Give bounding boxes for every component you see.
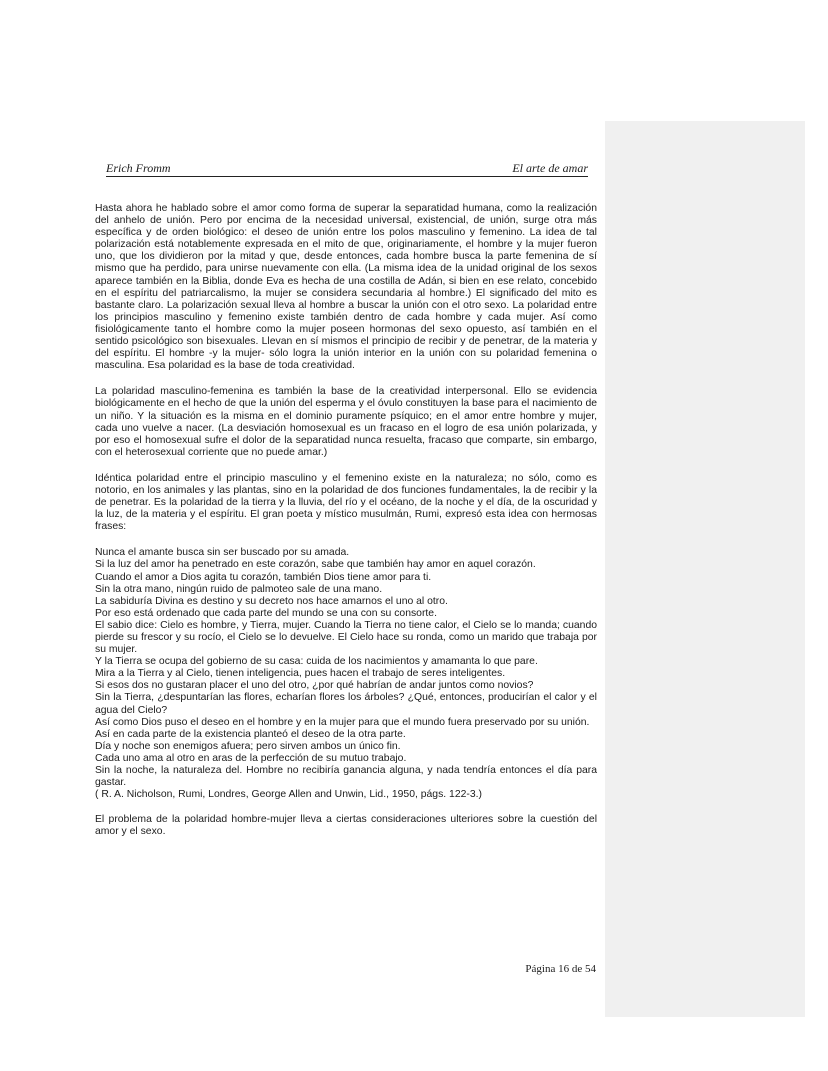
poem-line: Día y noche son enemigos afuera; pero sirven ambos un único fin. [95, 740, 401, 752]
poem-line: La sabiduría Divina es destino y su decreto nos hace amarnos el uno al otro. [95, 595, 448, 607]
page-body [95, 203, 597, 853]
poem-line: Así en cada parte de la existencia planteó el deseo de la otra parte. [95, 728, 406, 740]
poem-line: Si esos dos no gustaran placer el uno del otro, ¿por qué habrían de andar juntos como novios? [95, 680, 534, 692]
poem-line: Si la luz del amor ha penetrado en este corazón, sabe que también hay amor en aquel corazón. [95, 559, 536, 571]
header-book-title: El arte de amar [512, 161, 588, 175]
citation: ( R. A. Nicholson, Rumi, Londres, George Allen and Unwin, Lid., 1950, págs. 122-3.) [95, 789, 482, 801]
poem-line: Sin la otra mano, ningún ruido de palmoteo sale de una mano. [95, 583, 383, 595]
poem-line: Nunca el amante busca sin ser buscado por su amada. [95, 547, 350, 559]
poem-line: El sabio dice: Cielo es hombre, y Tierra, mujer. Cuando la Tierra no tiene calor, el Cielo se lo manda; cuando pierde su frescor y su rocío, el Cielo se lo devuelve. El Cielo hace su ronda, como un marido que trabaja por su mujer. [95, 619, 597, 656]
paragraph: Idéntica polaridad entre el principio masculino y el femenino existe en la naturaleza; no sólo, como es notorio, en los animales y las plantas, sino en la polaridad de dos funciones fundamentales, la de recibir y la de penetrar. Es la polaridad de la tierra y la lluvia, del río y el océano, de la noche y el día, de la oscuridad y la luz, de la materia y el espíritu. El gran poeta y místico musulmán, Rumi, expresó esta idea con hermosas frases: [95, 472, 597, 533]
poem-line: Mira a la Tierra y al Cielo, tienen inteligencia, pues hacen el trabajo de seres inteligentes. [95, 668, 506, 680]
poem-line: Y la Tierra se ocupa del gobierno de su casa: cuida de los nacimientos y amamanta lo que pare. [95, 656, 538, 668]
poem-line: Sin la noche, la naturaleza del. Hombre no recibiría ganancia alguna, y nada tendría entonces el día para gastar. [95, 765, 597, 789]
poem-line: Así como Dios puso el deseo en el hombre y en la mujer para que el mundo fuera preservado por su unión. [95, 716, 590, 728]
header-author: Erich Fromm [106, 161, 171, 175]
comment-margin-pane [605, 121, 805, 1017]
poem-quote [95, 547, 597, 801]
running-header [106, 161, 588, 177]
paragraph: Hasta ahora he hablado sobre el amor como forma de superar la separatidad humana, como la realización del anhelo de unión. Pero por encima de la necesidad universal, existencial, de unión, surge otra más específica y de orden biológico: el deseo de unión entre los polos masculino y femenino. La idea de tal polarización está notablemente expresada en el mito de que, originariamente, el hombre y la mujer fueron uno, que los dividieron por la mitad y que, desde entonces, cada hombre busca la parte femenina de sí mismo que ha perdido, para unirse nuevamente con ella. (La misma idea de la unidad original de los sexos aparece también en la Biblia, donde Eva es hecha de una costilla de Adán, si bien en ese relato, concebido en el espíritu del patriarcalismo, la mujer se considera secundaria al hombre.) El significado del mito es bastante claro. La polarización sexual lleva al hombre a buscar la unión con el otro sexo. La polaridad entre los principios masculino y femenino existe también dentro de cada hombre y cada mujer. Así como fisiológicamente tanto el hombre como la mujer poseen hormonas del sexo opuesto, así también en el sentido psicológico son bisexuales. Llevan en sí mismos el principio de recibir y de penetrar, de la materia y del espíritu. El hombre -y la mujer- sólo logra la unión interior en la unión con su polaridad femenina o masculina. Esa polaridad es la base de toda creatividad. [95, 203, 597, 372]
paragraph: La polaridad masculino-femenina es también la base de la creatividad interpersonal. Ello se evidencia biológicamente en el hecho de que la unión del esperma y el óvulo constituyen la base para el nacimiento de un niño. Y la situación es la misma en el dominio puramente psíquico; en el amor entre hombre y mujer, cada uno vuelve a nacer. (La desviación homosexual es un fracaso en el logro de esa unión polarizada, y por eso el homosexual sufre el dolor de la separatidad nunca resuelta, fracaso que comparte, sin embargo, con el heterosexual corriente que no puede amar.) [95, 386, 597, 458]
poem-line: Por eso está ordenado que cada parte del mundo se una con su consorte. [95, 607, 437, 619]
poem-line: Cada uno ama al otro en aras de la perfección de su mutuo trabajo. [95, 752, 407, 764]
closing-paragraph: El problema de la polaridad hombre-mujer lleva a ciertas consideraciones ulteriores sobre la cuestión del amor y el sexo. [95, 814, 597, 838]
poem-line: Sin la Tierra, ¿despuntarían las flores, echarían flores los árboles? ¿Qué, entonces, producirían el calor y el agua del Cielo? [95, 692, 597, 716]
page-number: Página 16 de 54 [525, 963, 596, 975]
poem-line: Cuando el amor a Dios agita tu corazón, también Dios tiene amor para ti. [95, 571, 432, 583]
